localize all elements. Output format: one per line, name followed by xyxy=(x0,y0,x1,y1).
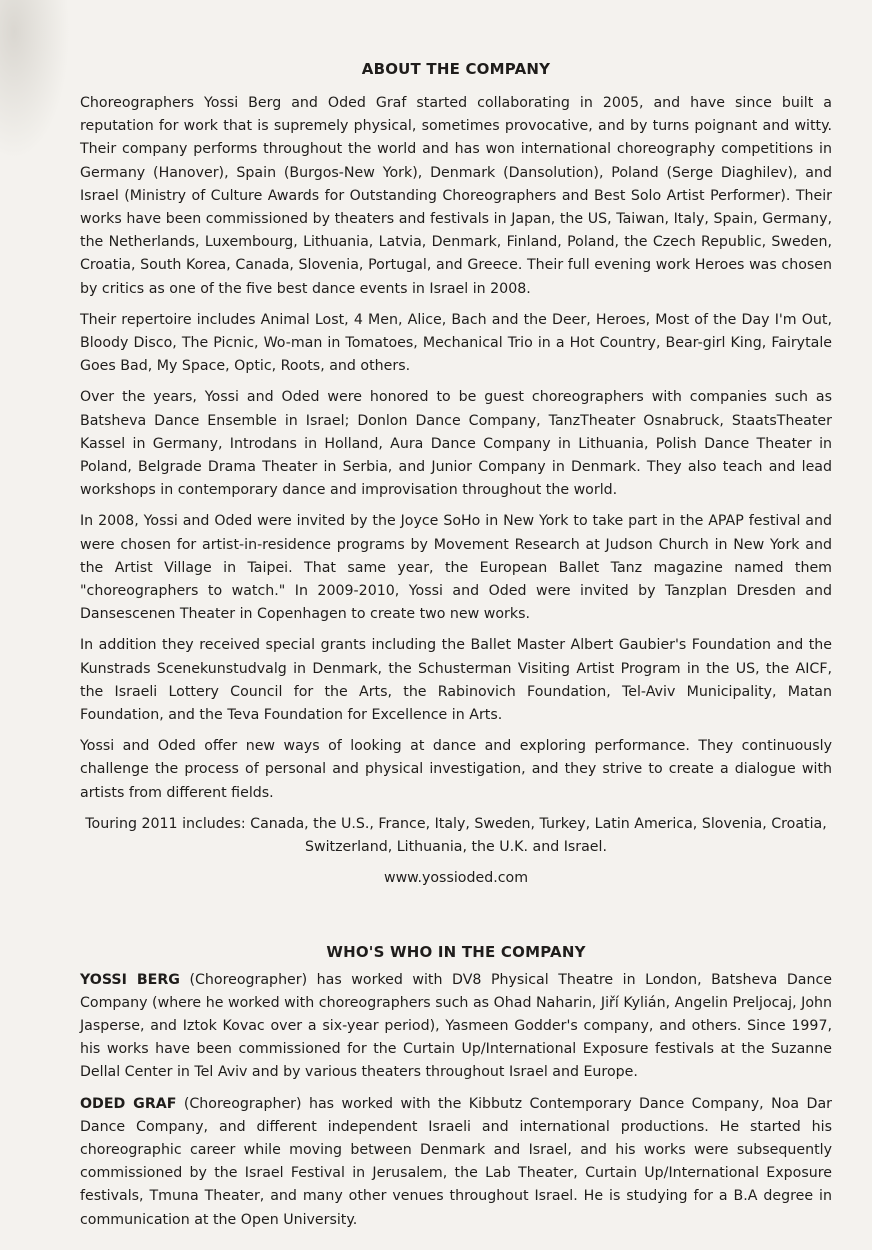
about-paragraph-3: Over the years, Yossi and Oded were honored to be guest choreographers with companies such as Batsheva Dance Ensemble in Israel; Donlon Dance Company, TanzTheater Osnabruck, StaatsTheater Kassel in Germany, Introdans in Holland, Aura Dance Company in Lithuania, Polish Dance Theater in Poland, Belgrade Drama Theater in Serbia, and Junior Company in Denmark. They also teach and lead workshops in contemporary dance and improvisation throughout the world. xyxy=(80,389,832,499)
about-title: ABOUT THE COMPANY xyxy=(361,60,551,78)
about-section xyxy=(80,60,832,891)
whos-who-section xyxy=(80,943,832,1232)
person-bio: (Choreographer) has worked with the Kibbutz Contemporary Dance Company, Noa Dar Dance Company, and different independent Israeli and international productions. He started his choreographic career while moving between Denmark and Israel, and his works were subsequently commissioned by the Israel Festival in Jerusalem, the Lab Theater, Curtain Up/International Exposure festivals, Tmuna Theater, and many other venues throughout Israel. He is studying for a B.A degree in communication at the Open University. xyxy=(80,1095,832,1228)
bio-oded-graf xyxy=(80,1093,832,1232)
about-paragraph-4: In 2008, Yossi and Oded were invited by the Joyce SoHo in New York to take part in the APAP festival and were chosen for artist-in-residence programs by Movement Research at Judson Church in New York and the Artist Village in Taipei. That same year, the European Ballet Tanz magazine named them "choreographers to watch." In 2009-2010, Yossi and Oded were invited by Tanzplan Dresden and Dansescenen Theater in Copenhagen to create two new works. xyxy=(80,513,832,623)
person-name: YOSSI BERG xyxy=(80,971,180,988)
about-paragraph-2: Their repertoire includes Animal Lost, 4 Men, Alice, Bach and the Deer, Heroes, Most of the Day I'm Out, Bloody Disco, The Picnic, Wo-man in Tomatoes, Mechanical Trio in a Hot Country, Bear-girl King, Fairytale Goes Bad, My Space, Optic, Roots, and others. xyxy=(80,311,832,375)
whos-who-title: WHO'S WHO IN THE COMPANY xyxy=(326,942,586,961)
touring-text: Touring 2011 includes: Canada, the U.S., France, Italy, Sweden, Turkey, Latin America, Slovenia, Croatia, Switzerland, Lithuania, the U.K. and Israel. xyxy=(85,815,827,856)
website-link[interactable]: www.yossioded.com xyxy=(383,870,529,887)
person-name: ODED GRAF xyxy=(80,1095,177,1112)
about-paragraph-5: In addition they received special grants including the Ballet Master Albert Gaubier's Foundation and the Kunstrads Scenekunstudvalg in Denmark, the Schusterman Visiting Artist Program in the US, the AICF, the Israeli Lottery Council for the Arts, the Rabinovich Foundation, Tel-Aviv Municipality, Matan Foundation, and the Teva Foundation for Excellence in Arts. xyxy=(80,637,832,724)
person-bio: (Choreographer) has worked with DV8 Physical Theatre in London, Batsheva Dance Company (where he worked with choreographers such as Ohad Naharin, Jiří Kylián, Angelin Preljocaj, John Jasperse, and Iztok Kovac over a six-year period), Yasmeen Godder's company, and others. Since 1997, his works have been commissioned for the Curtain Up/International Exposure festivals at the Suzanne Dellal Center in Tel Aviv and by various theaters throughout Israel and Europe. xyxy=(80,971,833,1081)
bio-yossi-berg xyxy=(80,969,832,1085)
about-paragraph-1: Choreographers Yossi Berg and Oded Graf started collaborating in 2005, and have since built a reputation for work that is supremely physical, sometimes provocative, and by turns poignant and witty. Their company performs throughout the world and has won international choreography competitions in Germany (Hanover), Spain (Burgos-New York), Denmark (Dansolution), Poland (Serge Diaghilev), and Israel (Ministry of Culture Awards for Outstanding Choreographers and Best Solo Artist Performer). Their works have been commissioned by theaters and festivals in Japan, the US, Taiwan, Italy, Spain, Germany, the Netherlands, Luxembourg, Lithuania, Latvia, Denmark, Finland, Poland, the Czech Republic, Sweden, Croatia, South Korea, Canada, Slovenia, Portugal, and Greece. Their full evening work Heroes was chosen by critics as one of the five best dance events in Israel in 2008. xyxy=(80,95,832,297)
about-paragraph-6: Yossi and Oded offer new ways of looking at dance and exploring performance. They continuously challenge the process of personal and physical investigation, and they strive to create a dialogue with artists from different fields. xyxy=(80,738,832,801)
